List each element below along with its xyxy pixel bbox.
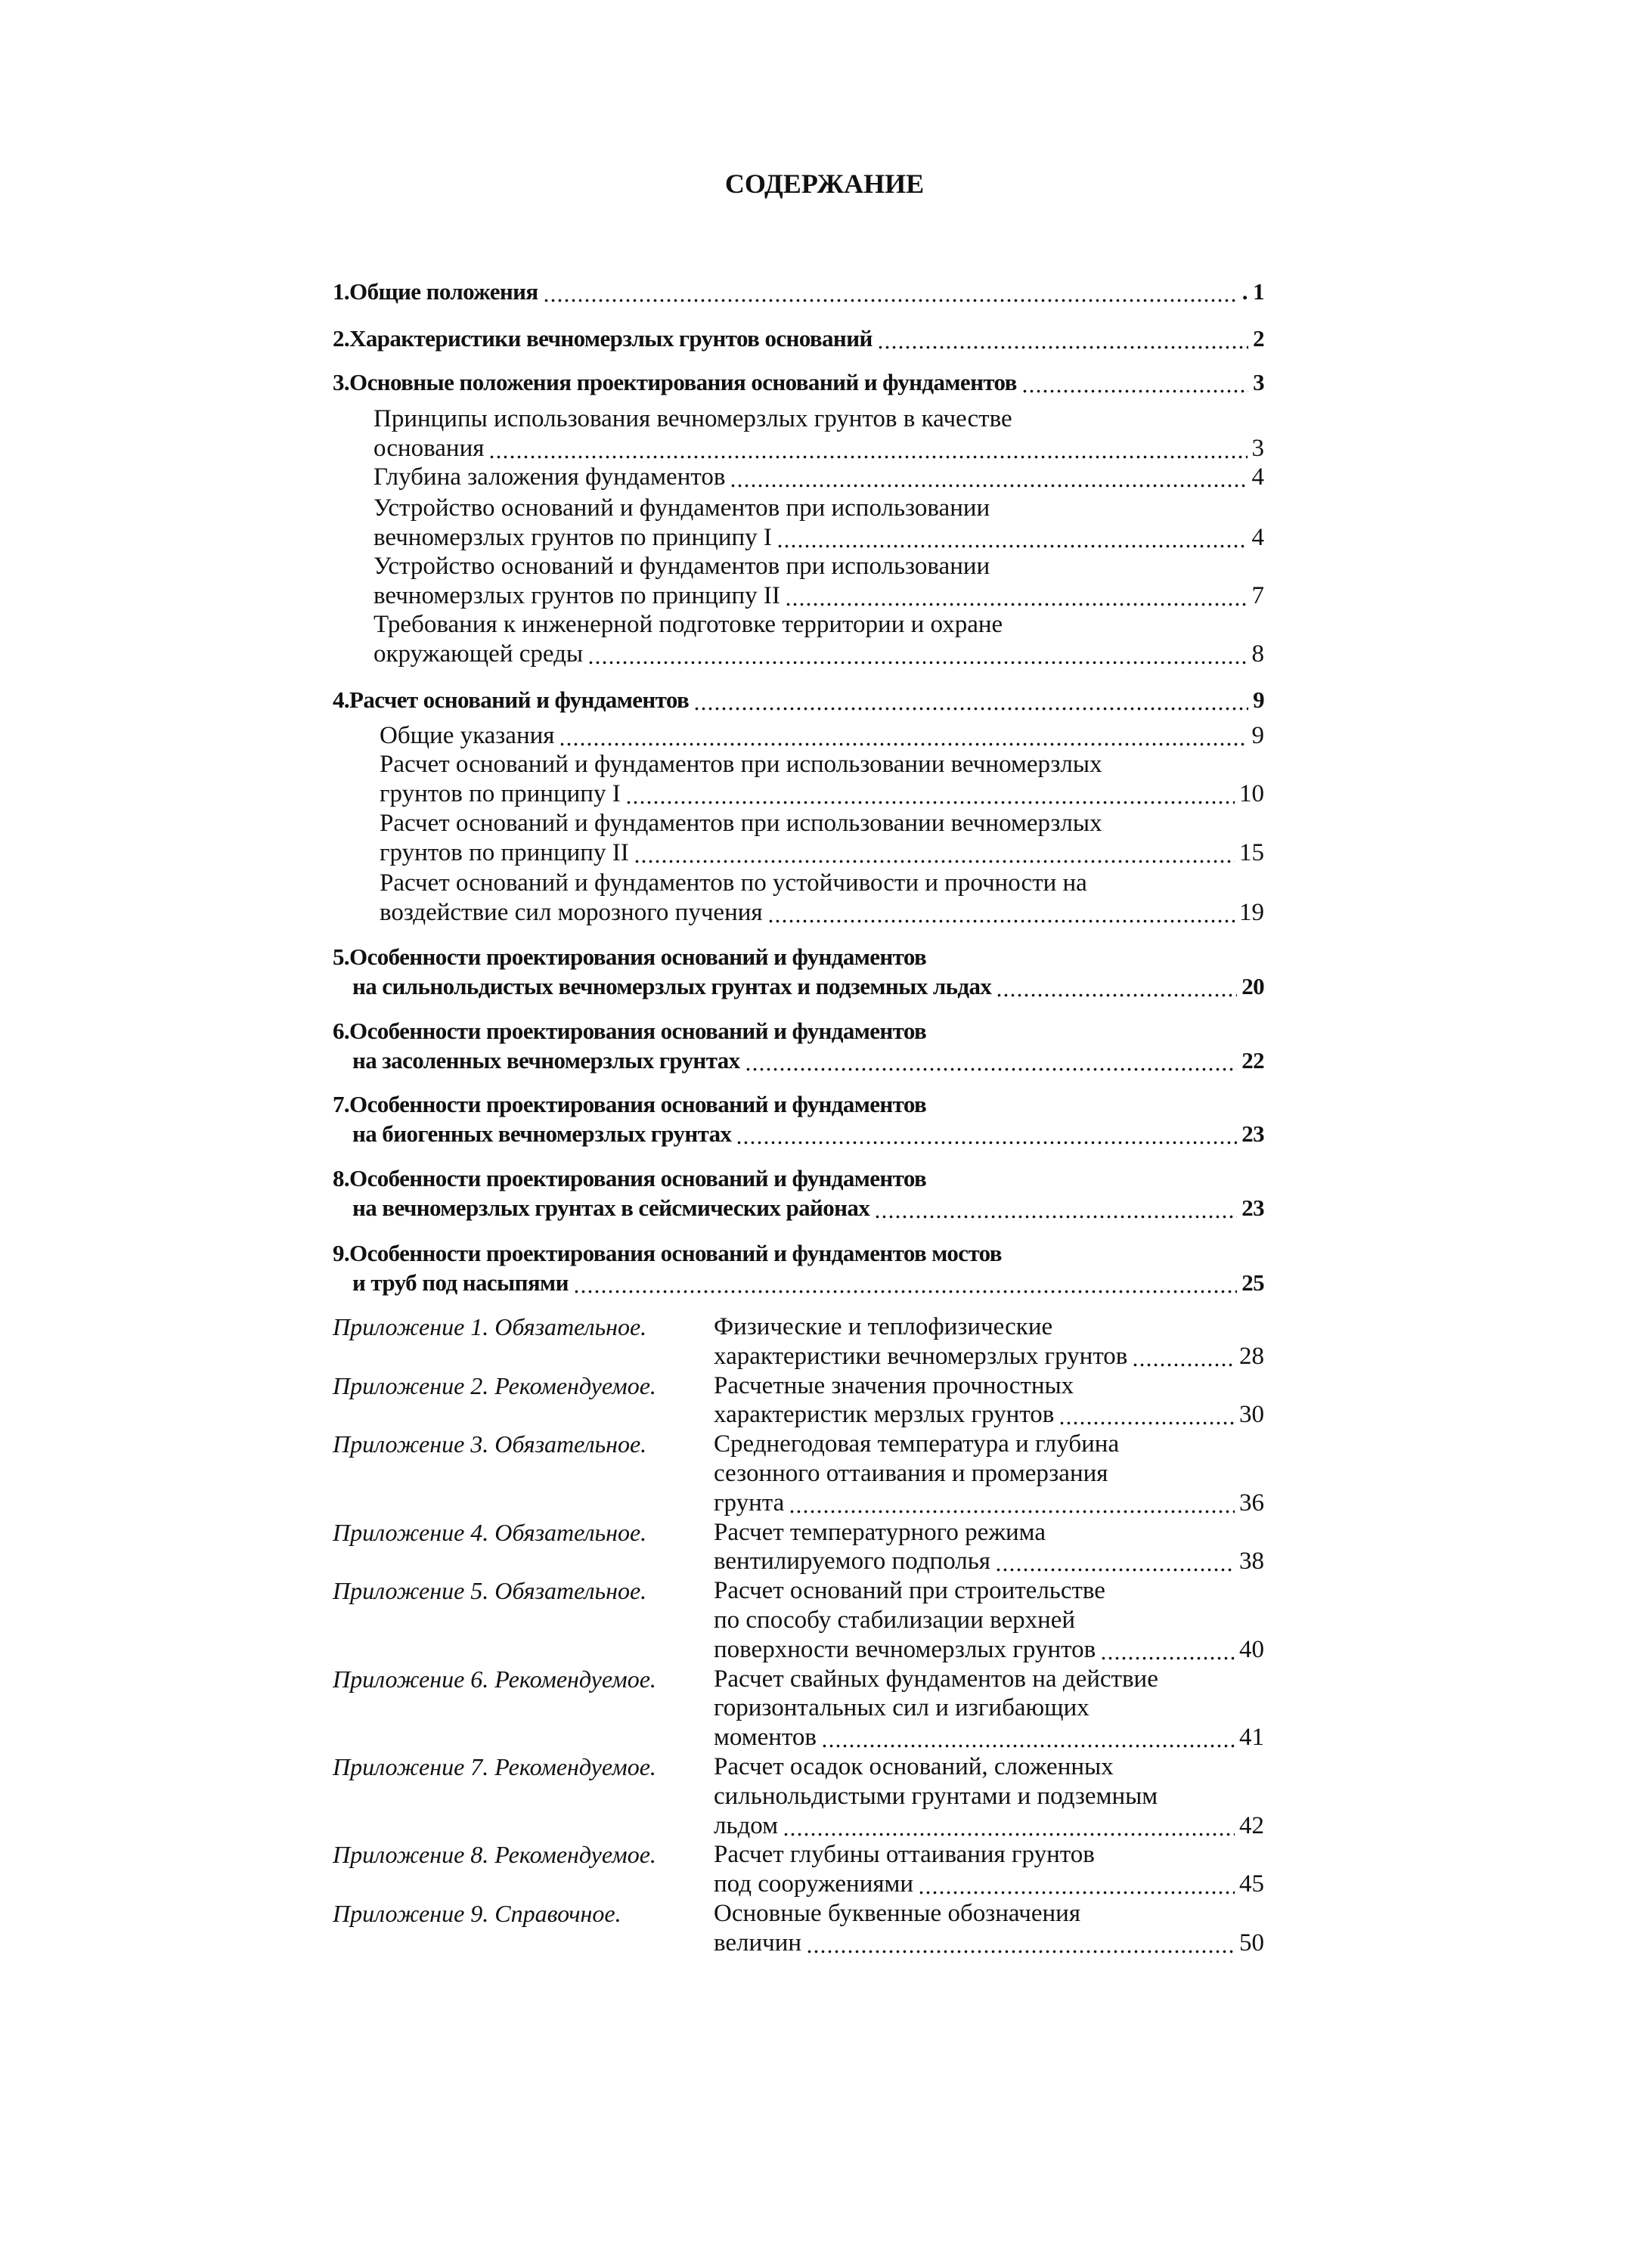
dot-leader	[1021, 368, 1248, 397]
page-number: 36	[1239, 1489, 1264, 1517]
toc-entry-text: 7.Особенности проектирования оснований и фундаментов	[333, 1091, 927, 1117]
toc-entry-text: горизонтальных сил и изгибающих	[714, 1694, 1090, 1722]
toc-line	[374, 404, 1264, 433]
toc-line	[714, 1342, 1264, 1371]
toc-line	[714, 1665, 1264, 1693]
dot-leader	[785, 581, 1248, 610]
page-number: 9	[1253, 686, 1264, 713]
toc-line	[333, 277, 1264, 306]
dot-leader	[573, 1269, 1237, 1297]
page-number: 3	[1253, 369, 1264, 395]
toc-entry-text: грунтов по принципу II	[380, 838, 629, 866]
toc-line	[714, 1723, 1264, 1752]
dot-leader	[821, 1723, 1235, 1752]
dot-leader	[806, 1929, 1235, 1957]
toc-entry-text: моментов	[714, 1724, 817, 1752]
toc-line	[374, 640, 1264, 668]
toc-entry-text: Расчетные значения прочностных	[714, 1371, 1074, 1399]
dot-leader	[559, 721, 1247, 750]
toc-line	[333, 1164, 1264, 1193]
toc-entry-text: окружающей среды	[374, 640, 584, 668]
toc-entry-text: Требования к инженерной подготовке территории и охране	[374, 611, 1003, 638]
dot-leader	[874, 1194, 1237, 1222]
toc-line	[380, 750, 1264, 779]
toc-line	[714, 1929, 1264, 1957]
toc-entry-text: характеристики вечномерзлых грунтов	[714, 1342, 1128, 1370]
page-number: 25	[1241, 1269, 1264, 1296]
dot-leader	[1100, 1635, 1235, 1664]
toc-entry-text: 6.Особенности проектирования оснований и фундаментов	[333, 1018, 927, 1044]
toc-line	[374, 552, 1264, 581]
dot-leader	[767, 898, 1235, 927]
appendix-label: Приложение 8. Рекомендуемое.	[333, 1841, 656, 1869]
toc-line	[333, 943, 1264, 971]
toc-entry-text: Расчет оснований при строительстве	[714, 1577, 1105, 1605]
toc-entry-text: грунта	[714, 1489, 785, 1517]
toc-entry-text: 5.Особенности проектирования оснований и фундаментов	[333, 943, 927, 970]
toc-line	[714, 1870, 1264, 1898]
page-number: . 1	[1241, 278, 1264, 305]
toc-entry-text: Расчет глубины оттаивания грунтов	[714, 1841, 1095, 1869]
toc-entry-text: Расчет оснований и фундаментов при использовании вечномерзлых	[380, 751, 1102, 778]
toc-entry-text: по способу стабилизации верхней	[714, 1606, 1076, 1634]
toc-entry-text: Глубина заложения фундаментов	[374, 463, 726, 491]
appendix-label: Приложение 7. Рекомендуемое.	[333, 1753, 656, 1780]
toc-entry-text: Основные буквенные обозначения	[714, 1900, 1080, 1927]
page-number: 4	[1251, 523, 1264, 551]
toc-line	[714, 1840, 1264, 1869]
toc-line	[714, 1430, 1264, 1458]
toc-line	[374, 463, 1264, 491]
appendix-label: Приложение 5. Обязательное.	[333, 1577, 647, 1605]
appendix-label: Приложение 6. Рекомендуемое.	[333, 1665, 656, 1693]
toc-line	[714, 1489, 1264, 1517]
toc-entry-text: основания	[374, 434, 485, 462]
toc-entry-text: Среднегодовая температура и глубина	[714, 1430, 1120, 1458]
page-number: 4	[1251, 463, 1264, 491]
page-number: 41	[1239, 1724, 1264, 1752]
toc-entry-text: поверхности вечномерзлых грунтов	[714, 1635, 1096, 1663]
dot-leader	[736, 1120, 1237, 1148]
page-number: 10	[1239, 779, 1264, 807]
appendix-label: Приложение 9. Справочное.	[333, 1900, 621, 1927]
toc-entry-text: 2.Характеристики вечномерзлых грунтов оснований	[333, 325, 873, 352]
toc-line	[714, 1371, 1264, 1400]
toc-line	[374, 494, 1264, 522]
toc-entry-text: Расчет оснований и фундаментов по устойчивости и прочности на	[380, 869, 1087, 897]
toc-line	[352, 1120, 1264, 1148]
dot-leader	[995, 1547, 1235, 1576]
dot-leader	[693, 686, 1248, 714]
toc-entry-text: грунтов по принципу I	[380, 779, 621, 807]
toc-line	[714, 1312, 1264, 1341]
toc-line	[380, 838, 1264, 867]
toc-entry-text: воздействие сил морозного пучения	[380, 898, 763, 926]
toc-entry-text: 4.Расчет оснований и фундаментов	[333, 686, 690, 713]
toc-entry-text: Физические и теплофизические	[714, 1313, 1053, 1340]
page-number: 23	[1241, 1194, 1264, 1221]
toc-entry-text: величин	[714, 1929, 802, 1957]
appendix-label: Приложение 4. Обязательное.	[333, 1518, 647, 1546]
toc-entry-text: Расчет температурного режима	[714, 1518, 1046, 1546]
toc-entry-text: на биогенных вечномерзлых грунтах	[352, 1120, 732, 1147]
dot-leader	[918, 1870, 1235, 1898]
toc-line	[374, 610, 1264, 639]
appendix-label: Приложение 1. Обязательное.	[333, 1313, 647, 1340]
toc-line	[333, 1017, 1264, 1046]
page-number: 3	[1251, 434, 1264, 462]
page-number: 42	[1239, 1811, 1264, 1839]
toc-line	[714, 1606, 1264, 1634]
toc-line	[714, 1576, 1264, 1605]
toc-line	[714, 1811, 1264, 1840]
toc-line	[380, 869, 1264, 897]
dot-leader	[1132, 1342, 1235, 1371]
toc-line	[333, 686, 1264, 714]
toc-entry-text: Общие указания	[380, 722, 555, 749]
toc-entry-text: сезонного оттаивания и промерзания	[714, 1460, 1108, 1487]
dot-leader	[730, 463, 1247, 491]
toc-entry-text: 9.Особенности проектирования оснований и фундаментов мостов	[333, 1240, 1002, 1266]
toc-line	[333, 368, 1264, 397]
toc-entry-text: Расчет осадок оснований, сложенных	[714, 1753, 1114, 1780]
toc-entry-text: на сильнольдистых вечномерзлых грунтах и подземных льдах	[352, 972, 992, 999]
dot-leader	[789, 1489, 1235, 1517]
page-number: 19	[1239, 898, 1264, 926]
toc-line	[714, 1899, 1264, 1928]
toc-line	[352, 1269, 1264, 1297]
toc-line	[714, 1459, 1264, 1488]
toc-entry-text: Устройство оснований и фундаментов при использовании	[374, 494, 990, 522]
page-number: 40	[1239, 1635, 1264, 1663]
toc-line	[714, 1752, 1264, 1781]
page-number: 30	[1239, 1401, 1264, 1429]
toc-line	[374, 581, 1264, 610]
toc-entry-text: характеристик мерзлых грунтов	[714, 1401, 1055, 1429]
page-number: 22	[1241, 1046, 1264, 1074]
page-number: 38	[1239, 1548, 1264, 1576]
toc-line	[714, 1518, 1264, 1547]
dot-leader	[996, 972, 1237, 1001]
toc-line	[714, 1782, 1264, 1811]
dot-leader	[634, 838, 1235, 867]
toc-line	[714, 1635, 1264, 1664]
toc-entry-text: вентилируемого подполья	[714, 1548, 990, 1576]
dot-leader	[625, 779, 1235, 808]
toc-line	[352, 1046, 1264, 1075]
page-number: 8	[1251, 640, 1264, 668]
toc-entry-text: вечномерзлых грунтов по принципу I	[374, 523, 772, 551]
toc-entry-text: 8.Особенности проектирования оснований и фундаментов	[333, 1165, 927, 1191]
toc-line	[714, 1693, 1264, 1722]
toc-line	[333, 1239, 1264, 1268]
toc-entry-text: под сооружениями	[714, 1870, 914, 1898]
toc-entry-text: вечномерзлых грунтов по принципу II	[374, 581, 780, 609]
page-number: 15	[1239, 838, 1264, 866]
dot-leader	[543, 277, 1238, 306]
dot-leader	[783, 1811, 1235, 1840]
dot-leader	[587, 640, 1247, 668]
page-number: 2	[1253, 325, 1264, 352]
toc-entry-text: на вечномерзлых грунтах в сейсмических районах	[352, 1194, 870, 1221]
page-number: 7	[1251, 581, 1264, 609]
toc-line	[380, 779, 1264, 808]
page-number: 45	[1239, 1870, 1264, 1898]
toc-entry-text: Расчет свайных фундаментов на действие	[714, 1665, 1158, 1693]
page-title: СОДЕРЖАНИЕ	[724, 169, 925, 199]
toc-entry-text: 1.Общие положения	[333, 278, 538, 305]
toc-entry-text: Принципы использования вечномерзлых грунтов в качестве	[374, 405, 1012, 432]
appendix-label: Приложение 2. Рекомендуемое.	[333, 1371, 656, 1399]
toc-line	[333, 1090, 1264, 1119]
toc-line	[380, 898, 1264, 927]
appendix-label: Приложение 3. Обязательное.	[333, 1430, 647, 1458]
toc-entry-text: льдом	[714, 1811, 779, 1839]
toc-line	[374, 434, 1264, 463]
page-number: 23	[1241, 1120, 1264, 1147]
page-number: 28	[1239, 1342, 1264, 1370]
toc-entry-text: и труб под насыпями	[352, 1269, 569, 1296]
toc-line	[714, 1400, 1264, 1429]
toc-entry-text: Устройство оснований и фундаментов при использовании	[374, 553, 990, 580]
toc-line	[380, 721, 1264, 750]
dot-leader	[488, 434, 1247, 463]
dot-leader	[776, 523, 1248, 552]
toc-entry-text: сильнольдистыми грунтами и подземным	[714, 1782, 1158, 1810]
page-number: 9	[1251, 722, 1264, 749]
toc-line	[714, 1547, 1264, 1576]
toc-entry-text: на засоленных вечномерзлых грунтах	[352, 1046, 740, 1074]
toc-entry-text: Расчет оснований и фундаментов при использовании вечномерзлых	[380, 810, 1102, 837]
toc-line	[374, 523, 1264, 552]
toc-line	[352, 972, 1264, 1001]
dot-leader	[877, 324, 1248, 353]
toc-line	[333, 324, 1264, 353]
dot-leader	[745, 1046, 1238, 1075]
page-number: 50	[1239, 1929, 1264, 1957]
dot-leader	[1059, 1400, 1235, 1429]
toc-line	[380, 809, 1264, 838]
toc-line	[352, 1194, 1264, 1222]
toc-entry-text: 3.Основные положения проектирования оснований и фундаментов	[333, 369, 1017, 395]
page-number: 20	[1241, 972, 1264, 999]
